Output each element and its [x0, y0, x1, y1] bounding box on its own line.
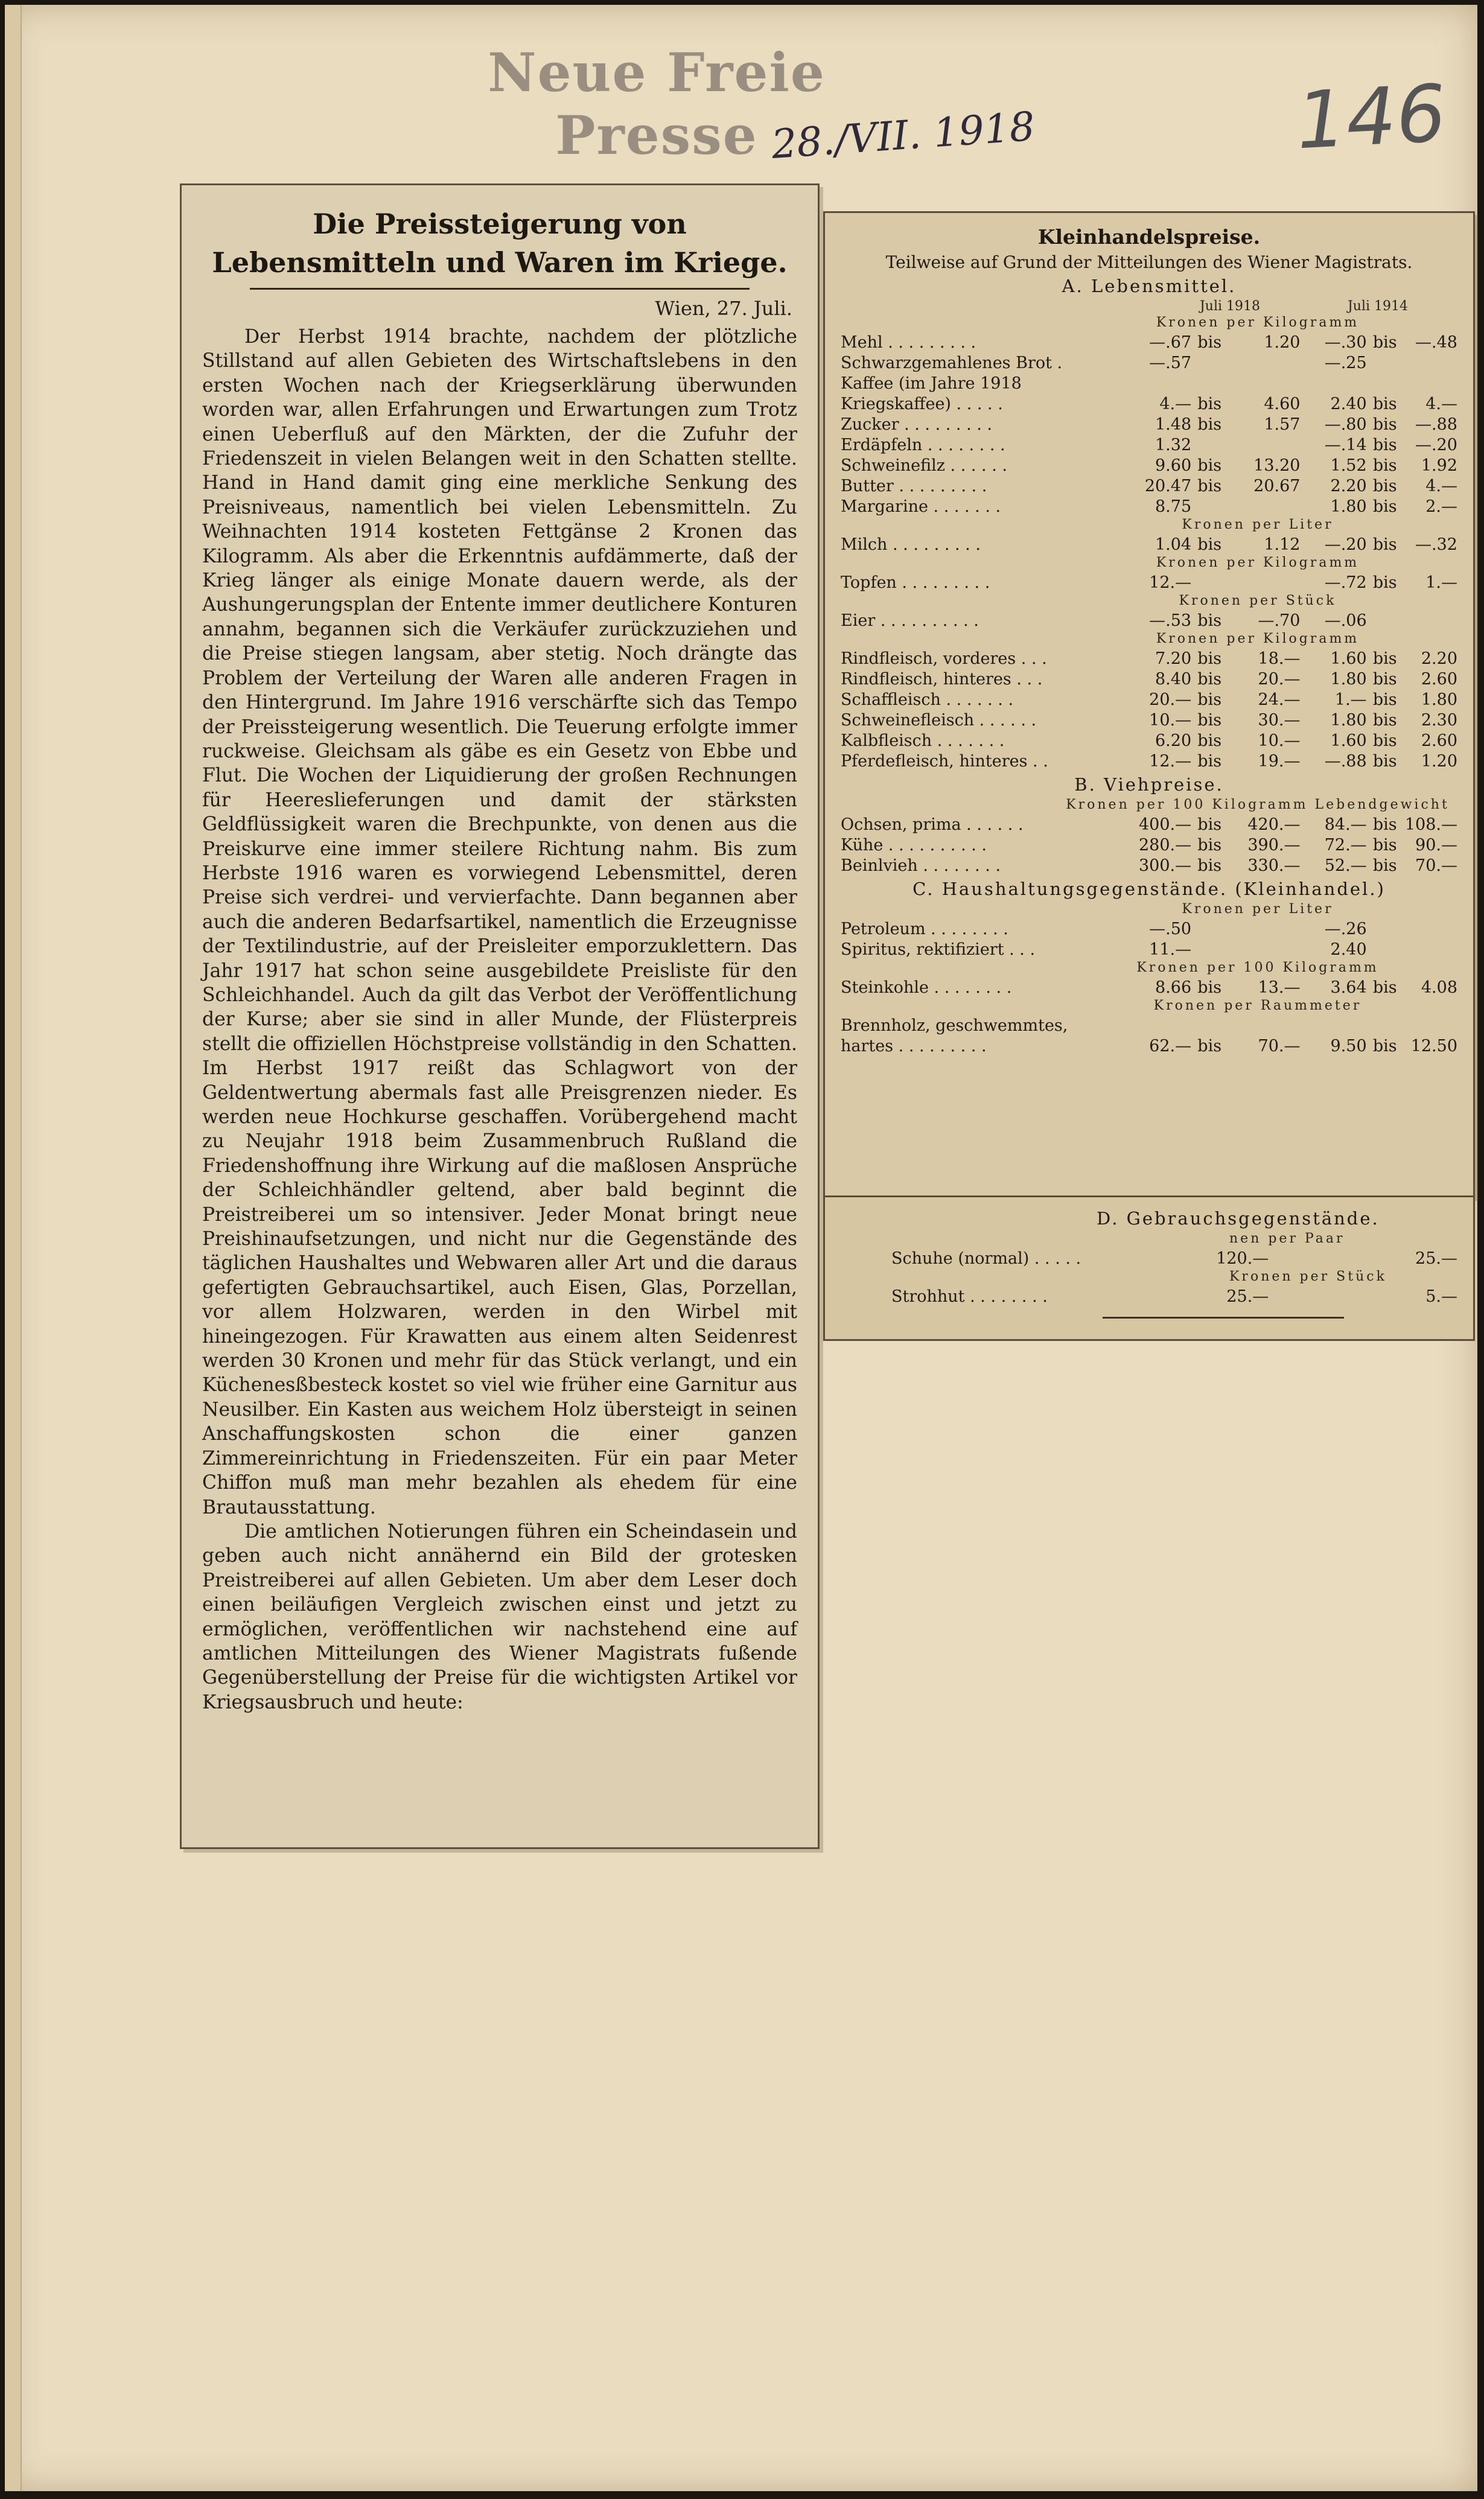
section-b-head: B. Viehpreise.	[1074, 774, 1224, 795]
table-row	[841, 938, 1457, 959]
price-1914-high: 4.08	[1421, 978, 1457, 997]
price-1914-high	[1403, 938, 1457, 959]
table-d-hut	[891, 1285, 1457, 1306]
table-a-eier	[841, 610, 1457, 630]
unit-label: Kronen per Liter	[1182, 517, 1334, 532]
price-1914-low: 52.—	[1324, 856, 1367, 875]
price-1914-low: 2.20	[1330, 477, 1367, 495]
price-1914: 25.—	[1415, 1249, 1457, 1268]
table-a1	[841, 331, 1457, 516]
price-1914: 5.—	[1425, 1287, 1457, 1306]
bis-label: bis	[1197, 731, 1222, 750]
table-row	[841, 689, 1457, 709]
price-1914-low	[1300, 372, 1366, 393]
bis-label	[1191, 571, 1228, 592]
unit-label: Kronen per Kilogramm	[1156, 631, 1360, 646]
price-1914-high: 90.—	[1415, 836, 1457, 855]
item-label: Strohhut . . . . . . . .	[891, 1287, 1048, 1306]
item-label: Kriegskaffee) . . . . .	[841, 395, 1003, 413]
item-label: Schweinefilz . . . . . .	[841, 456, 1007, 475]
price-1918-high	[1228, 352, 1300, 372]
item-label: Kaffee (im Jahre 1918	[841, 374, 1022, 393]
price-1914-low: 1.80	[1330, 497, 1367, 516]
price-1914-high: —.48	[1415, 333, 1457, 352]
price-1914-low: —.88	[1324, 752, 1367, 771]
item-label: Mehl . . . . . . . . .	[841, 333, 976, 352]
bis-label	[1191, 938, 1228, 959]
bis-label	[1191, 372, 1228, 393]
price-1914-low: 1.60	[1330, 649, 1367, 668]
bis-label	[1367, 610, 1403, 630]
price-1918-low: 4.—	[1159, 395, 1192, 413]
table-c-kohle	[841, 976, 1457, 997]
bis-label: bis	[1372, 436, 1397, 454]
table-row	[841, 413, 1457, 434]
section-a-head: A. Lebensmittel.	[1062, 276, 1237, 296]
price-1918-high	[1228, 434, 1300, 454]
item-label: Schaffleisch . . . . . . .	[841, 690, 1014, 709]
price-1914-low: 3.64	[1330, 978, 1367, 997]
bis-label: bis	[1372, 856, 1397, 875]
price-1918-high	[1228, 372, 1300, 393]
table-row	[841, 855, 1457, 875]
item-label: Steinkohle . . . . . . . .	[841, 978, 1012, 997]
item-label: Kalbfleisch . . . . . . .	[841, 731, 1005, 750]
item-label: Pferdefleisch, hinteres . .	[841, 752, 1048, 771]
price-1918-low: —.57	[1149, 354, 1192, 372]
price-1914-high: 70.—	[1415, 856, 1457, 875]
bis-label: bis	[1197, 670, 1222, 689]
price-1914-high	[1403, 610, 1457, 630]
bis-label: bis	[1197, 856, 1222, 875]
section-d-head: D. Gebrauchsgegenstände.	[1097, 1208, 1380, 1229]
price-1918-low: 300.—	[1139, 856, 1192, 875]
section-c-head: C. Haushaltungsgegenstände. (Kleinhandel.)	[912, 879, 1386, 899]
table-row	[841, 834, 1457, 855]
item-label: Schwarzgemahlenes Brot .	[841, 354, 1063, 372]
table-row	[841, 454, 1457, 475]
bis-label	[1191, 495, 1228, 516]
table-row	[841, 709, 1457, 730]
table-a-milch	[841, 533, 1457, 554]
table-row	[841, 331, 1457, 352]
table-row	[841, 730, 1457, 750]
table-row	[841, 571, 1457, 592]
item-label: hartes . . . . . . . . .	[841, 1037, 987, 1055]
bis-label: bis	[1372, 670, 1397, 689]
price-1914-low: —.72	[1324, 573, 1367, 592]
price-1918-low: 1.48	[1155, 415, 1192, 434]
price-1914-low: —.30	[1324, 333, 1367, 352]
price-1918-high: 390.—	[1247, 836, 1301, 855]
item-label: Zucker . . . . . . . . .	[841, 415, 993, 434]
unit-label: Kronen per 100 Kilogramm Lebendgewicht	[1066, 797, 1450, 812]
bis-label: bis	[1372, 731, 1397, 750]
price-1918-low: 11.—	[1149, 940, 1192, 959]
unit-label: Kronen per Stück	[1179, 593, 1337, 608]
table-row	[841, 372, 1457, 393]
sheet-edge	[5, 5, 22, 2491]
item-label: Butter . . . . . . . . .	[841, 477, 987, 495]
item-label: Schweinefleisch . . . . . .	[841, 711, 1037, 730]
bis-label: bis	[1197, 1037, 1222, 1055]
price-1918-high: 1.20	[1264, 333, 1301, 352]
table-row	[841, 918, 1457, 938]
table-b	[841, 813, 1457, 875]
price-1918-low: 62.—	[1149, 1037, 1192, 1055]
price-1918-low: 12.—	[1149, 573, 1192, 592]
price-1918-high: 13.—	[1258, 978, 1301, 997]
bis-label: bis	[1197, 711, 1222, 730]
table-row	[841, 1014, 1457, 1035]
price-1918-high: 18.—	[1258, 649, 1301, 668]
item-label: Schuhe (normal) . . . . .	[891, 1249, 1081, 1268]
bis-label: bis	[1197, 836, 1222, 855]
price-1918-high: 19.—	[1258, 752, 1301, 771]
bis-label	[1191, 918, 1228, 938]
bis-label	[1191, 352, 1228, 372]
item-label: Petroleum . . . . . . . .	[841, 920, 1008, 938]
table-row	[841, 393, 1457, 413]
table-row	[841, 434, 1457, 454]
price-1914-low: —.26	[1324, 920, 1367, 938]
article-dateline: Wien, 27. Juli.	[655, 297, 792, 320]
bis-label: bis	[1197, 815, 1222, 834]
price-1914-high: 2.60	[1421, 731, 1457, 750]
price-1918-high	[1228, 938, 1300, 959]
price-1918-low: 12.—	[1149, 752, 1192, 771]
col-1914: Juli 1914	[1347, 299, 1409, 314]
bis-label: bis	[1372, 395, 1397, 413]
article-clipping	[180, 183, 820, 1849]
price-1918-high: 20.—	[1258, 670, 1301, 689]
bis-label: bis	[1372, 1037, 1397, 1055]
closing-rule	[1103, 1317, 1344, 1319]
price-1918-low	[1131, 372, 1191, 393]
price-1914-high	[1403, 352, 1457, 372]
price-1918-high: 10.—	[1258, 731, 1301, 750]
price-1914-high: 2.20	[1421, 649, 1457, 668]
unit-label: Kronen per 100 Kilogramm	[1136, 960, 1379, 975]
item-label: Brennholz, geschwemmtes,	[841, 1016, 1068, 1035]
newspaper-stamp: Neue Freie Presse	[488, 41, 826, 167]
price-1918-high	[1228, 495, 1300, 516]
price-1914-low: 1.—	[1334, 690, 1367, 709]
bis-label: bis	[1197, 611, 1222, 630]
price-1918-low: 6.20	[1155, 731, 1192, 750]
bis-label: bis	[1197, 690, 1222, 709]
table-row	[841, 610, 1457, 630]
article-title: Die Preissteigerung von Lebensmitteln und Waren im Kriege.	[212, 208, 788, 279]
bis-label	[1191, 434, 1228, 454]
table-a2	[841, 648, 1457, 771]
item-label: Kühe . . . . . . . . . .	[841, 836, 987, 855]
price-1918: 25.—	[1226, 1287, 1269, 1306]
price-1914-high: —.20	[1415, 436, 1457, 454]
item-label: Rindfleisch, hinteres . . .	[841, 670, 1043, 689]
unit-label: nen per Paar	[1229, 1231, 1345, 1246]
price-1914-high: 1.92	[1421, 456, 1457, 475]
article-paragraph-2: Die amtlichen Notierungen führen ein Scheindasein und geben auch nicht annähernd ein Bild der grotesken Preistreiberei auf allen Gebieten. Um aber dem Leser doch einen beiläufigen Vergleich zwischen einst und jetzt zu ermöglichen, veröffentlichen wir nachstehend eine auf amtlichen Mitteilungen des Wiener Magistrats fußende Gegenüberstellung der Preise für die wichtigsten Artikel vor Kriegsausbruch und heute:	[202, 1520, 797, 1713]
price-1914-low: 72.—	[1324, 836, 1367, 855]
price-1914-low: —.20	[1324, 535, 1367, 554]
price-1918-high	[1228, 571, 1300, 592]
bis-label	[1367, 372, 1403, 393]
table-row	[891, 1247, 1457, 1268]
archive-sheet	[5, 5, 1477, 2491]
table-row	[841, 976, 1457, 997]
item-label: Beinlvieh . . . . . . . .	[841, 856, 1001, 875]
bis-label: bis	[1372, 497, 1397, 516]
bis-label: bis	[1372, 535, 1397, 554]
price-1914-high: 1.20	[1421, 752, 1457, 771]
bis-label: bis	[1197, 752, 1222, 771]
bis-label: bis	[1197, 456, 1222, 475]
price-1918-high	[1228, 918, 1300, 938]
article-paragraph-1: Der Herbst 1914 brachte, nachdem der plötzliche Stillstand auf allen Gebieten des Wirtschaftslebens in den ersten Wochen nach der Kriegserklärung überwunden worden war, allen Erfahrungen und Erwartungen zum Trotz einen Ueberfluß auf den Märkten, der die Zufuhr der Friedenszeit in vielen Belangen weit in den Schatten stellte. Hand in Hand damit ging eine merkliche Senkung des Preisniveaus, namentlich bei vielen Lebensmitteln. Zu Weihnachten 1914 kosteten Fettgänse 2 Kronen das Kilogramm. Als aber die Erkenntnis aufdämmerte, daß der Krieg länger als einige Monate dauern werde, als der Aushungerungsplan der Entente immer deutlichere Konturen annahm, begannen sich die Verkäufer zurückzuziehen und die Preise stiegen langsam, aber stetig. Noch drängte das Problem der Verteilung der Waren alle anderen Fragen in den Hintergrund. Im Jahre 1916 verschärfte sich das Tempo der Preissteigerung wesentlich. Die Teuerung erfolgte immer ruckweise. Gleichsam als gäbe es ein Gesetz von Ebbe und Flut. Die Wochen der Liquidierung der großen Rechnungen für Heereslieferungen und damit der stärksten Geldflüssigkeit waren die Brechpunkte, von denen aus die Preiskurve eine immer steilere Richtung nahm. Bis zum Herbste 1916 waren es vorwiegend Lebensmittel, deren Preise sich verdrei- und vervierfachte. Dann begannen aber auch die anderen Bedarfsartikel, namentlich die Erzeugnisse der Textilindustrie, auf der Preisleiter emporzuklettern. Das Jahr 1917 hat schon seine ausgebildete Preisliste für den Schleichhandel. Auch da gilt das Verbot der Veröffentlichung der Kurse; aber sie sind in aller Munde, der Flüsterpreis stellt die offiziellen Höchstpreise vollständig in den Schatten. Im Herbst 1917 reißt das Schlagwort von der Geldentwertung abermals fast alle Preisgrenzen nieder. Es werden neue Hochkurse geschaffen. Vorübergehend macht zu Neujahr 1918 beim Zusammenbruch Rußland die Friedenshoffnung ihre Wirkung auf die maßlosen Ansprüche der Schleichhändler geltend, aber bald beginnt die Preistreiberei um so intensiver. Jeder Monat bringt neue Preishinaufsetzungen, und nicht nur die Gegenstände des täglichen Haushaltes und Webwaren aller Art und die daraus gefertigten Gebrauchsartikel, auch Eisen, Glas, Porzellan, vor allem Holzwaren, werden in den Wirbel mit hineingezogen. Für Krawatten aus einem alten Seidenrest werden 30 Kronen und mehr für das Stück verlangt, und ein Küchenesßbesteck kostet so viel wie früher eine Garnitur aus Neusilber. Ein Kasten aus weichem Holz übersteigt in seinen Anschaffungskosten schon die einer ganzen Zimmereinrichtung in Friedenszeiten. Für ein paar Meter Chiffon muß man mehr bezahlen als ehedem für eine Brautausstattung.	[202, 326, 797, 1518]
bis-label: bis	[1372, 573, 1397, 592]
section-d-clipping	[823, 1197, 1475, 1341]
table-row	[891, 1285, 1457, 1306]
table-row	[841, 750, 1457, 771]
price-1914-high	[1403, 372, 1457, 393]
price-1914-high: —.32	[1415, 535, 1457, 554]
price-1918-high: 20.67	[1253, 477, 1301, 495]
bis-label: bis	[1372, 690, 1397, 709]
price-1914-high: 4.—	[1425, 395, 1457, 413]
table-c-holz	[841, 1014, 1457, 1055]
price-1914-high: 12.50	[1410, 1037, 1457, 1055]
price-1918-high: 13.20	[1253, 456, 1301, 475]
bis-label: bis	[1197, 535, 1222, 554]
item-label: Rindfleisch, vorderes . . .	[841, 649, 1047, 668]
price-1918-high: 1.12	[1264, 535, 1301, 554]
bis-label: bis	[1372, 711, 1397, 730]
price-1918-low: 10.—	[1149, 711, 1192, 730]
table-row	[841, 533, 1457, 554]
col-1918: Juli 1918	[1199, 299, 1261, 314]
item-label: Erdäpfeln . . . . . . . .	[841, 436, 1005, 454]
price-1914-high: 1.—	[1425, 573, 1457, 592]
bis-label: bis	[1197, 649, 1222, 668]
price-1918-low: 1.04	[1155, 535, 1192, 554]
table-row	[841, 495, 1457, 516]
bis-label: bis	[1197, 415, 1222, 434]
price-1918-high: 4.60	[1264, 395, 1301, 413]
table-row	[841, 475, 1457, 495]
price-1918-low: 8.75	[1155, 497, 1192, 516]
price-1918-low: 8.40	[1155, 670, 1192, 689]
unit-label: Kronen per Liter	[1182, 902, 1334, 917]
price-1914-low: 2.40	[1330, 395, 1367, 413]
price-1918-low: 1.32	[1155, 436, 1192, 454]
price-1918-low: 7.20	[1155, 649, 1192, 668]
bis-label: bis	[1372, 752, 1397, 771]
price-1918-high: 1.57	[1264, 415, 1301, 434]
price-1914-high: —.88	[1415, 415, 1457, 434]
bis-label: bis	[1372, 333, 1397, 352]
column-heads	[841, 299, 1457, 314]
price-1914-low: 84.—	[1324, 815, 1367, 834]
price-1918-high: 330.—	[1247, 856, 1301, 875]
price-1918-high: —.70	[1258, 611, 1301, 630]
price-1914-low: —.80	[1324, 415, 1367, 434]
unit-label: Kronen per Stück	[1229, 1269, 1387, 1284]
price-1918-high: 30.—	[1258, 711, 1301, 730]
bis-label: bis	[1372, 978, 1397, 997]
price-1914-low: —.25	[1324, 354, 1367, 372]
price-1914-low: —.14	[1324, 436, 1367, 454]
table-row	[841, 648, 1457, 668]
price-1918-low: 9.60	[1155, 456, 1192, 475]
table-row	[841, 668, 1457, 689]
item-label: Eier . . . . . . . . . .	[841, 611, 979, 630]
item-label: Ochsen, prima . . . . . .	[841, 815, 1024, 834]
prices-title: Kleinhandelspreise.	[1037, 225, 1261, 249]
price-1914-high: 2.30	[1421, 711, 1457, 730]
table-row	[841, 352, 1457, 372]
prices-subtitle: Teilweise auf Grund der Mitteilungen des Wiener Magistrats.	[885, 252, 1413, 272]
bis-label: bis	[1197, 333, 1222, 352]
price-1914-high: 2.—	[1425, 497, 1457, 516]
price-1918-high: 70.—	[1258, 1037, 1301, 1055]
price-1914-high: 108.—	[1404, 815, 1457, 834]
bis-label: bis	[1372, 477, 1397, 495]
handwritten-page-number: 146	[1294, 67, 1448, 167]
price-1914-low: 9.50	[1330, 1037, 1367, 1055]
price-1914-low: 1.80	[1330, 670, 1367, 689]
table-row	[841, 1035, 1457, 1055]
price-1918-high: 420.—	[1247, 815, 1301, 834]
bis-label: bis	[1197, 477, 1222, 495]
price-1918-high: 24.—	[1258, 690, 1301, 709]
price-1914-low: 2.40	[1330, 940, 1367, 959]
bis-label	[1367, 918, 1403, 938]
price-1918-low: 280.—	[1139, 836, 1192, 855]
table-row	[841, 813, 1457, 834]
item-label: Spiritus, rektifiziert . . .	[841, 940, 1036, 959]
price-1918-low: —.67	[1149, 333, 1192, 352]
price-1918-low: 20.47	[1144, 477, 1192, 495]
bis-label: bis	[1372, 649, 1397, 668]
bis-label: bis	[1197, 978, 1222, 997]
bis-label	[1367, 352, 1403, 372]
price-1918-low: 400.—	[1139, 815, 1192, 834]
price-1914-low: —.06	[1324, 611, 1367, 630]
unit-label: Kronen per Kilogramm	[1156, 555, 1360, 570]
price-table-clipping	[823, 211, 1475, 1197]
price-1918-low: 8.66	[1155, 978, 1192, 997]
table-c1	[841, 918, 1457, 959]
price-1914-low: 1.52	[1330, 456, 1367, 475]
table-d-schuhe	[891, 1247, 1457, 1268]
bis-label	[1367, 938, 1403, 959]
price-1914-low: 1.60	[1330, 731, 1367, 750]
title-rule	[250, 288, 750, 290]
item-label: Margarine . . . . . . .	[841, 497, 1001, 516]
price-1918-low: —.53	[1149, 611, 1192, 630]
price-1918-low: —.50	[1149, 920, 1192, 938]
handwritten-date: 28./VII. 1918	[769, 103, 1037, 168]
unit-label: Kronen per Raummeter	[1153, 998, 1362, 1013]
item-label: Milch . . . . . . . . .	[841, 535, 981, 554]
bis-label: bis	[1372, 815, 1397, 834]
price-1914-high: 4.—	[1425, 477, 1457, 495]
table-a-topfen	[841, 571, 1457, 592]
bis-label: bis	[1372, 415, 1397, 434]
price-1914-low: 1.80	[1330, 711, 1367, 730]
bis-label: bis	[1197, 395, 1222, 413]
price-1914-high: 2.60	[1421, 670, 1457, 689]
price-1914-high	[1403, 918, 1457, 938]
price-1918: 120.—	[1216, 1249, 1269, 1268]
item-label: Topfen . . . . . . . . .	[841, 573, 990, 592]
bis-label: bis	[1372, 836, 1397, 855]
unit-label: Kronen per Kilogramm	[1156, 315, 1360, 330]
bis-label: bis	[1372, 456, 1397, 475]
price-1914-high: 1.80	[1421, 690, 1457, 709]
price-1918-low: 20.—	[1149, 690, 1192, 709]
